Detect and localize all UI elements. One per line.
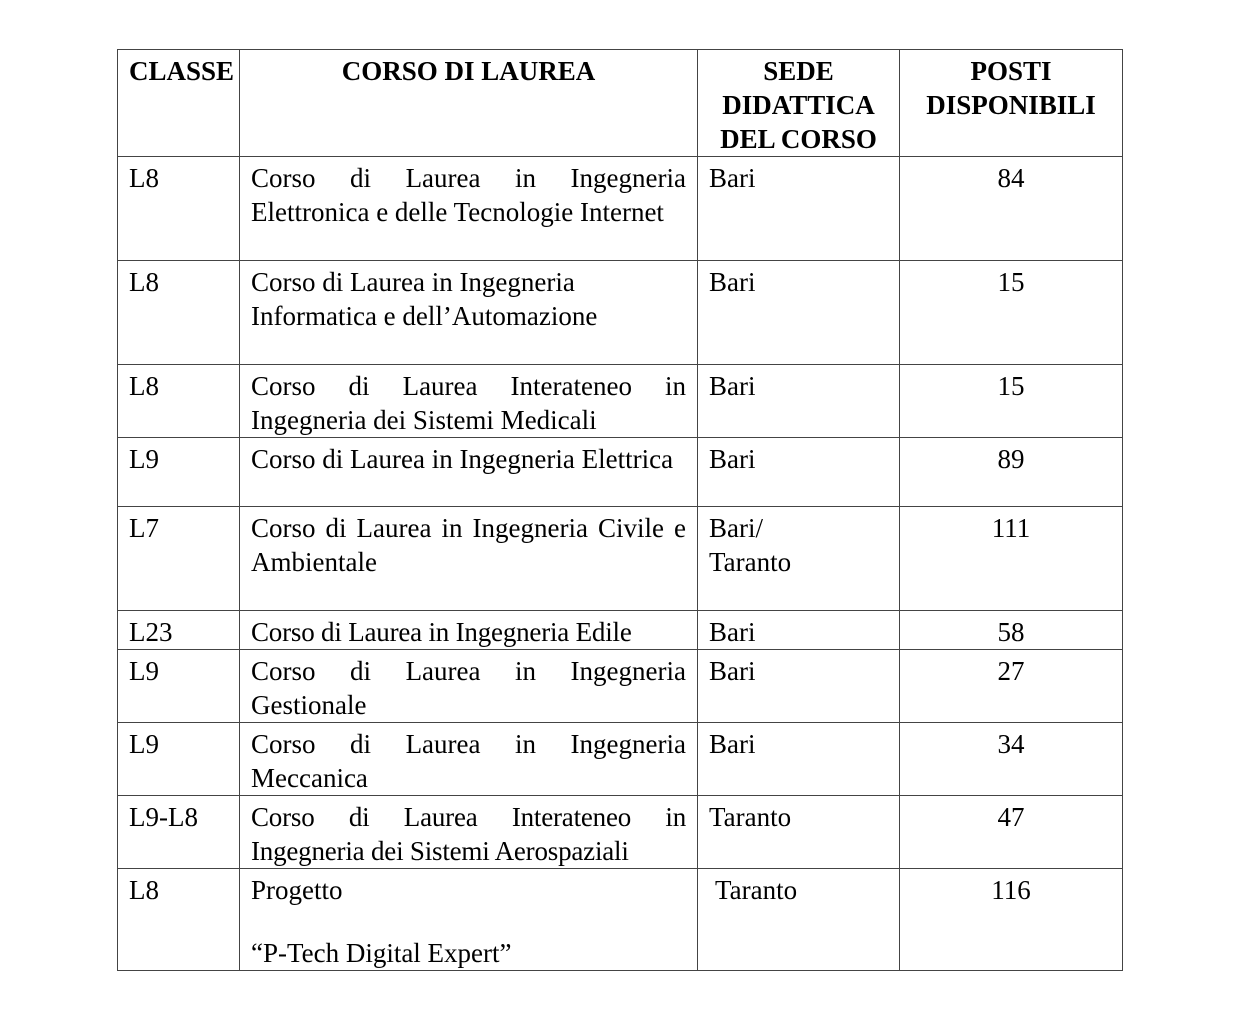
- cell-corso-line1: Corso di Laurea in Ingegneria: [251, 267, 575, 297]
- table-row: [118, 650, 1123, 723]
- cell-posti: 116: [900, 869, 1123, 971]
- cell-sede: Bari: [698, 261, 900, 365]
- cell-corso: Corso di Laurea in Ingegneria Elettrica: [240, 438, 698, 507]
- cell-corso: Corso di Laurea in Ingegneria Meccanica: [240, 723, 698, 796]
- header-sede-line1: SEDE: [763, 56, 834, 86]
- cell-classe: L8: [118, 365, 240, 438]
- header-row: [118, 50, 1123, 157]
- header-sede-line2: DIDATTICA: [722, 90, 875, 120]
- table-row: [118, 365, 1123, 438]
- cell-corso-line2: Informatica e dell’Automazione: [251, 301, 598, 331]
- cell-corso: [240, 869, 698, 971]
- cell-sede-line1: Bari/: [709, 513, 763, 543]
- cell-classe: L9-L8: [118, 796, 240, 869]
- cell-sede: Bari: [698, 365, 900, 438]
- cell-sede-line2: Taranto: [709, 547, 792, 577]
- cell-posti: 34: [900, 723, 1123, 796]
- table-row: [118, 261, 1123, 365]
- cell-sede: Bari: [698, 611, 900, 650]
- cell-corso: Corso di Laurea Interateneo in Ingegneria dei Sistemi Aerospaziali: [240, 796, 698, 869]
- table-row: [118, 723, 1123, 796]
- table-row: [118, 611, 1123, 650]
- cell-sede: Bari: [698, 723, 900, 796]
- cell-posti: 89: [900, 438, 1123, 507]
- cell-sede: Taranto: [698, 796, 900, 869]
- header-posti: [900, 50, 1123, 157]
- cell-corso: Corso di Laurea in Ingegneria Civile e Ambientale: [240, 507, 698, 611]
- posti-table: [117, 49, 1123, 971]
- cell-posti: 15: [900, 365, 1123, 438]
- cell-classe: L8: [118, 869, 240, 971]
- header-sede-line3: DEL CORSO: [720, 124, 877, 154]
- table-row: [118, 438, 1123, 507]
- cell-classe: L9: [118, 650, 240, 723]
- cell-classe: L23: [118, 611, 240, 650]
- table-row: [118, 157, 1123, 261]
- cell-classe: L8: [118, 157, 240, 261]
- cell-posti: 84: [900, 157, 1123, 261]
- table-row: [118, 796, 1123, 869]
- table-row: [118, 869, 1123, 971]
- cell-corso-line2: “P-Tech Digital Expert”: [251, 938, 512, 968]
- cell-posti: 47: [900, 796, 1123, 869]
- cell-sede: [698, 507, 900, 611]
- header-posti-line1: POSTI: [970, 56, 1052, 86]
- cell-corso: Corso di Laurea in Ingegneria Elettronica e delle Tecnologie Internet: [240, 157, 698, 261]
- header-classe: CLASSE: [118, 50, 240, 157]
- cell-posti: 15: [900, 261, 1123, 365]
- header-sede: [698, 50, 900, 157]
- cell-posti: 27: [900, 650, 1123, 723]
- cell-sede: Bari: [698, 650, 900, 723]
- cell-sede: Bari: [698, 157, 900, 261]
- cell-sede: Taranto: [698, 869, 900, 971]
- table-row: [118, 507, 1123, 611]
- cell-corso: Corso di Laurea in Ingegneria Gestionale: [240, 650, 698, 723]
- cell-classe: L8: [118, 261, 240, 365]
- cell-classe: L9: [118, 723, 240, 796]
- cell-posti: 111: [900, 507, 1123, 611]
- header-corso: CORSO DI LAUREA: [240, 50, 698, 157]
- cell-corso: Corso di Laurea in Ingegneria Edile: [240, 611, 698, 650]
- cell-classe: L7: [118, 507, 240, 611]
- cell-corso: Corso di Laurea Interateneo in Ingegneria dei Sistemi Medicali: [240, 365, 698, 438]
- cell-sede: Bari: [698, 438, 900, 507]
- cell-corso: [240, 261, 698, 365]
- header-posti-line2: DISPONIBILI: [926, 90, 1096, 120]
- cell-classe: L9: [118, 438, 240, 507]
- cell-posti: 58: [900, 611, 1123, 650]
- cell-corso-line1: Progetto: [251, 875, 343, 905]
